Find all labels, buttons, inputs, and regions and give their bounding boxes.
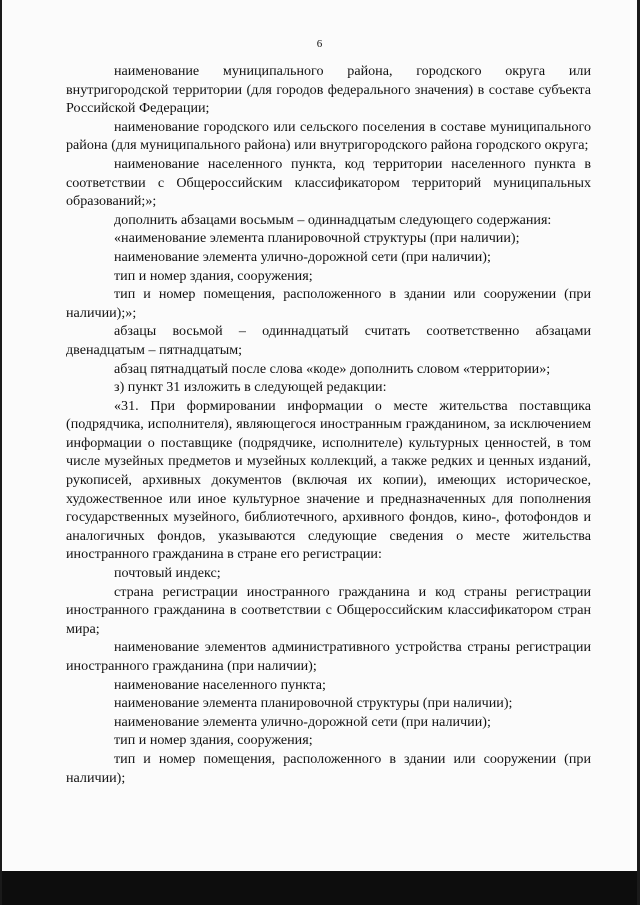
paragraph: почтовый индекс; xyxy=(114,565,221,582)
paragraph: дополнить абзацами восьмым – одиннадцатым следующего содержания: xyxy=(114,211,552,228)
paragraph: тип и номер здания, сооружения; xyxy=(114,732,313,749)
paragraph: наименование элемента улично-дорожной сети (при наличии); xyxy=(114,713,491,730)
paragraph: страна регистрации иностранного гражданина и код страны регистрации иностранного гражданина в соответствии с Общероссийским классификатором стран мира; xyxy=(66,583,591,637)
paragraph: наименование городского или сельского поселения в составе муниципального района (для муниципального района) или внутригородского района городского округа; xyxy=(66,118,591,154)
paragraph: абзац пятнадцатый после слова «коде» дополнить словом «территории»; xyxy=(114,360,551,377)
page-number: 6 xyxy=(316,38,323,50)
paragraph: наименование элемента улично-дорожной сети (при наличии); xyxy=(114,248,491,265)
paragraph: «наименование элемента планировочной структуры (при наличии); xyxy=(114,230,520,247)
paragraph: тип и номер помещения, расположенного в здании или сооружении (при наличии); xyxy=(66,750,591,786)
paragraph: з) пункт 31 изложить в следующей редакции: xyxy=(114,379,387,396)
paragraph: наименование населенного пункта; xyxy=(114,676,326,693)
paragraph: наименование элементов административного устройства страны регистрации иностранного гражданина (при наличии); xyxy=(66,639,591,674)
paragraph: наименование населенного пункта, код территории населенного пункта в соответствии с Общероссийским классификатором территорий муниципальных образований;»; xyxy=(66,155,591,210)
paragraph: «31. При формировании информации о месте жительства поставщика (подрядчика, исполнителя), являющегося иностранным гражданином, за исключением информации о поставщике (подрядчике, исполнителе) культурных ценностей, в том числе музейных предметов и музейных коллекций, а также редких и ценных изданий, рукописей, архивных документов (включая их копии), имеющих историческое, художественное или иное культурное значение и предназначенных для пополнения государственных музейного, библиотечного, архивного фондов, кино-, фотофондов и аналогичных фондов, указываются следующие сведения о месте жительства иностранного гражданина в стране его регистрации: xyxy=(66,397,591,563)
document-body xyxy=(66,62,591,787)
paragraph: наименование элемента планировочной структуры (при наличии); xyxy=(114,695,513,712)
paragraph: абзацы восьмой – одиннадцатый считать соответственно абзацами двенадцатым – пятнадцатым; xyxy=(66,323,591,358)
paragraph: тип и номер помещения, расположенного в здании или сооружении (при наличии);»; xyxy=(66,286,591,321)
paragraph: наименование муниципального района, городского округа или внутригородской территории (для городов федерального значения) в составе субъекта Российской Федерации; xyxy=(66,63,591,117)
scan-bottom-edge xyxy=(2,871,637,905)
paragraph: тип и номер здания, сооружения; xyxy=(114,267,313,284)
